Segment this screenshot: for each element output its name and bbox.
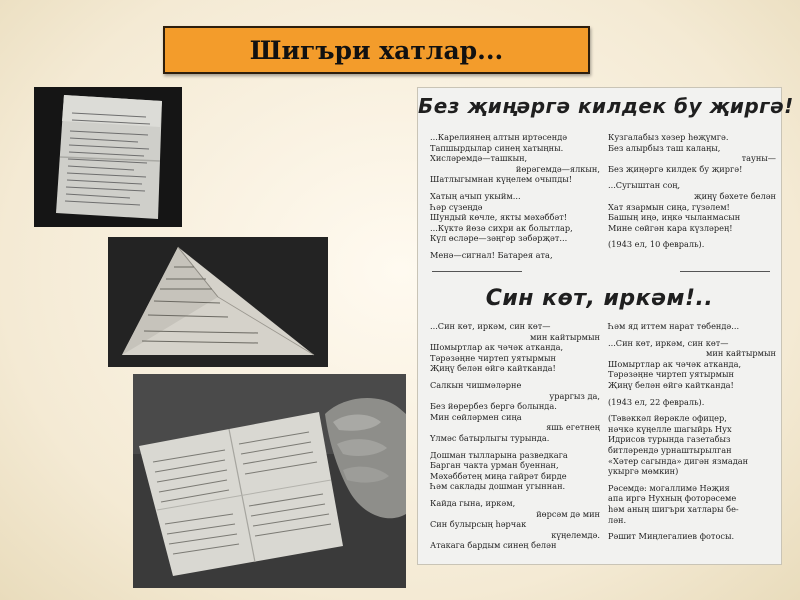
poem-line: Дошман тылларына разведкага bbox=[430, 449, 568, 460]
poem-line: Тәрәзәңне чиртеп уятырмын bbox=[608, 369, 735, 380]
newspaper-headline-2: Син көт, иркәм!.. bbox=[485, 286, 714, 311]
poem-line: Мәхәббәтең миңа гайрәт бирде bbox=[430, 470, 567, 481]
poem-line: Без йөрербез бергә болында. bbox=[430, 401, 557, 412]
poem-line: Хатың ачып укыйм... bbox=[430, 190, 521, 201]
poem-line: Идрисов турында газетабыз bbox=[608, 434, 731, 445]
poem-line: Һәм яд иттем нарат төбендә... bbox=[608, 321, 740, 331]
poem-line: ...Карелиянең алтын иртәсендә bbox=[430, 132, 568, 142]
poem-column-1 bbox=[430, 132, 600, 261]
poem-line: ...Сугыштан соң, bbox=[608, 180, 681, 191]
poem-column-3 bbox=[430, 321, 600, 551]
poem-column-4 bbox=[608, 321, 776, 542]
poem-line: Атакага бардым синең белән bbox=[430, 540, 557, 551]
poem-line: һәм аның шигъри хатлары бе- bbox=[608, 503, 739, 514]
newspaper-clipping bbox=[417, 87, 794, 565]
poem-line: Шомыртлар ак чәчәк атканда, bbox=[608, 358, 742, 369]
poem-line: (1943 ел, 10 февраль). bbox=[608, 239, 705, 250]
newspaper-headline: Без җиңәргә килдек бу җиргә! bbox=[418, 94, 794, 118]
poem-line: Җиңү белән өйгә кайтканда! bbox=[608, 379, 734, 390]
divider bbox=[680, 271, 770, 272]
poem-line: Мин сөйләрмен сиңа bbox=[430, 411, 522, 422]
poem-line: йөрсәм дә мин bbox=[536, 508, 600, 519]
poem-line: мин кайтырмын bbox=[706, 348, 776, 359]
poem-line: Кузгалабыз хәзер һөҗүмгә. bbox=[608, 132, 729, 142]
divider bbox=[432, 271, 522, 272]
poem-line: ...Син көт, иркәм, син көт— bbox=[608, 337, 729, 348]
slide-title: Шигъри хатлар... bbox=[249, 35, 504, 65]
poem-line: җиңү бәхете белән bbox=[694, 190, 776, 201]
poem-line: Барган чакта урман буеннан, bbox=[430, 460, 559, 471]
poem-line: Рәшит Миңлегалиев фотосы. bbox=[608, 531, 735, 542]
poem-line: Күл өсләре—зәңгәр зәбәрҗәт... bbox=[430, 233, 568, 244]
poem-line: укыргә мөмкин) bbox=[608, 466, 679, 477]
poem-line: Шундый көчле, якты мәхәббәт! bbox=[430, 212, 568, 223]
poem-line: «Хәтер сагында» дигән язмадан bbox=[608, 455, 749, 466]
poem-line: (1943 ел, 22 февраль). bbox=[608, 396, 705, 407]
poem-line: Кайда гына, иркәм, bbox=[430, 497, 516, 508]
poem-line: яшь егетнең bbox=[546, 422, 600, 433]
poem-line: Җиңү белән өйгә кайтканда! bbox=[430, 363, 556, 374]
poem-line: Без алырбыз таш калаңы, bbox=[608, 142, 721, 153]
poem-line: мин кайтырмын bbox=[530, 331, 600, 342]
poem-line: лән. bbox=[608, 514, 627, 525]
poem-line: Һәм саклады дошман угыннан. bbox=[430, 481, 566, 492]
poem-line: Рәсемдә: могаллимә Нәҗия bbox=[608, 482, 730, 493]
poem-line: Мине сөйгән кара күзләрең! bbox=[608, 222, 733, 233]
poem-line: ...Син көт, иркәм, син көт— bbox=[430, 321, 551, 331]
poem-line: Тәрәзәңне чиртеп уятырмын bbox=[430, 352, 557, 363]
poem-line: күңелемдә. bbox=[551, 529, 600, 540]
hand-holding-letter-photo bbox=[133, 374, 406, 588]
poem-line: ураргыз да, bbox=[549, 390, 600, 401]
triangle-letter-photo bbox=[108, 237, 328, 367]
letter-page-photo bbox=[34, 87, 182, 227]
poem-column-2 bbox=[608, 132, 776, 250]
poem-line: Без җиңәргә килдек бу җиргә! bbox=[608, 163, 743, 174]
poem-line: Хисләремдә—ташкын, bbox=[430, 153, 528, 164]
poem-line: Башың иңә, иңкә чыланмасын bbox=[608, 212, 741, 223]
poem-line: Хат язармын сиңа, гүзәлем! bbox=[608, 201, 730, 212]
poem-line: битләрендә урнаштырылган bbox=[608, 444, 732, 455]
poem-line: нәчкә күңелле шагыйрь Нух bbox=[608, 423, 732, 434]
poem-line: апа иргә Нухның фоторәсеме bbox=[608, 493, 737, 504]
poem-line: Шомыртлар ак чәчәк атканда, bbox=[430, 342, 564, 353]
poem-line: (Тәвәккәл йөрәкле офицер, bbox=[608, 413, 727, 424]
poem-line: Үлмәс батырлыгы турында. bbox=[430, 432, 550, 443]
poem-line: йөрәгемдә—ялкын, bbox=[515, 163, 600, 174]
slide-title-banner bbox=[163, 26, 590, 74]
poem-line: Син булырсың һәрчак bbox=[430, 519, 527, 530]
poem-line: Менә—сигнал! Батарея ата, bbox=[430, 249, 553, 260]
poem-line: тауны— bbox=[741, 153, 776, 164]
poem-line: ...Күктә йөзә сихри ак болытлар, bbox=[430, 222, 573, 233]
poem-line: Шатлыгымнан күңелем очыпды! bbox=[430, 174, 573, 185]
poem-line: Салкын чишмәләрне bbox=[430, 379, 522, 390]
poem-line: Тапшырдылар синең хатыңны. bbox=[430, 142, 564, 153]
poem-line: Һәр сүзеңдә bbox=[430, 201, 483, 212]
